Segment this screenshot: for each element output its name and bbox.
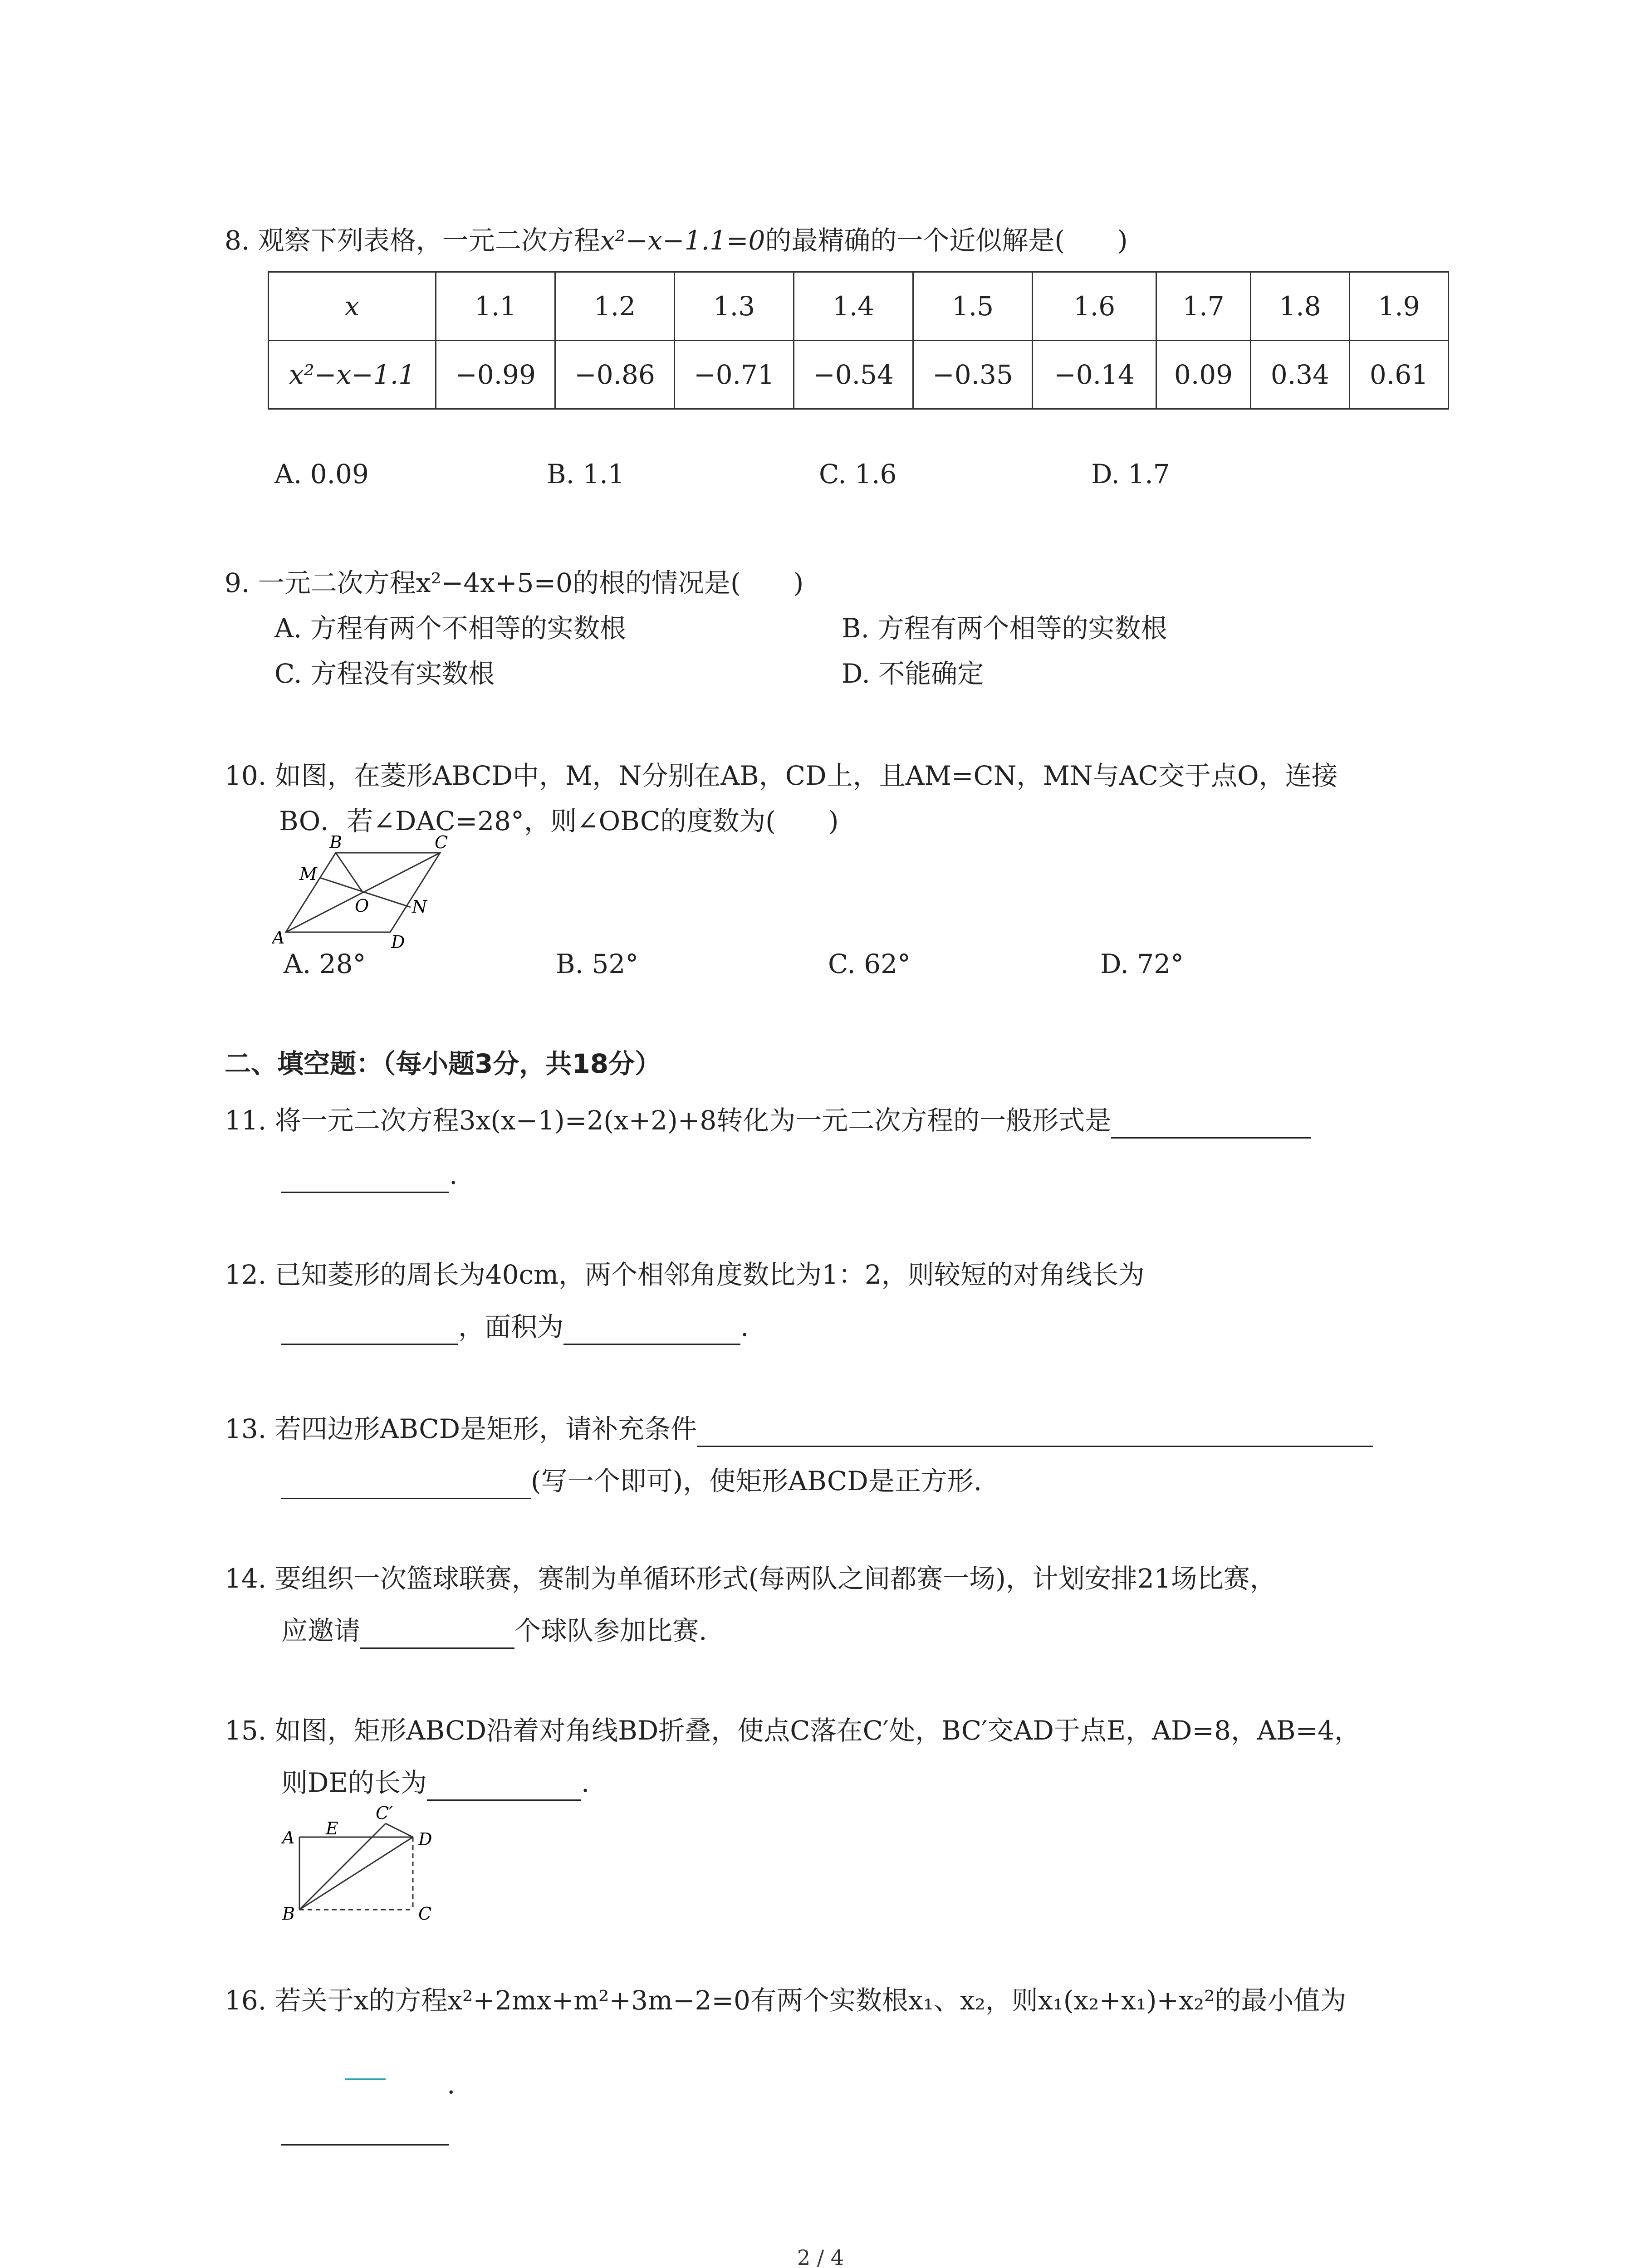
- label-m: M: [299, 864, 317, 884]
- table-cell: 0.61: [1350, 341, 1449, 409]
- table-cell: x: [269, 272, 436, 341]
- q12-answer-blank-2[interactable]: [563, 1316, 740, 1345]
- q8-option-c[interactable]: C. 1.6: [819, 459, 897, 489]
- q8-table: [268, 271, 1449, 410]
- label-n: N: [412, 897, 427, 917]
- table-cell: 1.1: [436, 272, 555, 341]
- q10-rhombus-figure: [272, 835, 463, 953]
- teal-mark: [345, 2078, 386, 2080]
- q10-stem-line1: 10. 如图，在菱形ABCD中，M，N分别在AB，CD上，且AM=CN，MN与AC交于点O，连接: [225, 760, 1338, 791]
- table-cell: 1.9: [1350, 272, 1449, 341]
- label-c: C: [435, 835, 448, 852]
- section-title: 二、填空题：（每小题3分，共18分）: [225, 1048, 661, 1079]
- q13-stem: 13. 若四边形ABCD是矩形，请补充条件: [225, 1411, 1373, 1447]
- label-o: O: [355, 896, 369, 916]
- q12-stem-line2: ，面积为 .: [281, 1309, 749, 1345]
- q9-option-d[interactable]: D. 不能确定: [842, 658, 984, 689]
- q15-stem: 15. 如图，矩形ABCD沿着对角线BD折叠，使点C落在C′处，BC′交AD于点E，AD=8，AB=4，: [225, 1715, 1361, 1746]
- q8-option-d[interactable]: D. 1.7: [1091, 459, 1170, 489]
- q8-option-b[interactable]: B. 1.1: [547, 459, 625, 489]
- q16-answer-blank[interactable]: [281, 2117, 449, 2146]
- q12-stem: 12. 已知菱形的周长为40cm，两个相邻角度数比为1：2，则较短的对角线长为: [225, 1259, 1145, 1290]
- q9-option-a[interactable]: A. 方程有两个不相等的实数根: [274, 613, 626, 644]
- q11-stem: 11. 将一元二次方程3x(x−1)=2(x+2)+8转化为一元二次方程的一般形式是: [225, 1102, 1311, 1139]
- table-cell: 1.4: [794, 272, 913, 341]
- table-cell: −0.99: [436, 341, 555, 409]
- q14-stem-line2: 应邀请 个球队参加比赛.: [281, 1613, 707, 1649]
- q10-option-a[interactable]: A. 28°: [284, 948, 366, 979]
- table-cell: 1.5: [913, 272, 1033, 341]
- table-cell: 1.2: [555, 272, 675, 341]
- label-c-prime: C′: [376, 1803, 393, 1823]
- q16-stem: 16. 若关于x的方程x²+2mx+m²+3m−2=0有两个实数根x₁、x₂，则x₁(x₂+x₁)+x₂²的最小值为: [225, 1985, 1347, 2016]
- table-cell: −0.54: [794, 341, 913, 409]
- label-a: A: [272, 928, 285, 948]
- q14-stem: 14. 要组织一次篮球联赛，赛制为单循环形式(每两队之间都赛一场)，计划安排21场比赛，: [225, 1563, 1276, 1594]
- q15-rectangle-figure: [277, 1801, 449, 1923]
- table-cell: 0.34: [1251, 341, 1350, 409]
- q16-period: .: [447, 2069, 456, 2100]
- table-cell: 1.8: [1251, 272, 1350, 341]
- label-b: B: [329, 835, 342, 852]
- table-cell: x²−x−1.1: [269, 341, 436, 409]
- q10-option-b[interactable]: B. 52°: [556, 948, 639, 979]
- q9-stem: 9. 一元二次方程x²−4x+5=0的根的情况是( ): [225, 567, 804, 598]
- table-row: [269, 341, 1449, 409]
- q10-option-c[interactable]: C. 62°: [828, 948, 911, 979]
- q13-answer-blank-1[interactable]: [697, 1418, 1373, 1447]
- label-b: B: [282, 1904, 295, 1923]
- q11-answer-blank-1[interactable]: [1111, 1110, 1311, 1139]
- q13-stem-line2: (写一个即可)，使矩形ABCD是正方形.: [281, 1463, 982, 1499]
- table-cell: 1.6: [1033, 272, 1156, 341]
- label-a: A: [282, 1828, 295, 1848]
- table-cell: −0.35: [913, 341, 1033, 409]
- page-number: 2 / 4: [797, 2245, 844, 2268]
- label-e: E: [326, 1818, 338, 1838]
- q13-answer-blank-2[interactable]: [281, 1471, 531, 1499]
- label-d: D: [391, 932, 405, 952]
- q9-option-b[interactable]: B. 方程有两个相等的实数根: [842, 613, 1167, 644]
- q9-option-c[interactable]: C. 方程没有实数根: [274, 658, 495, 689]
- q10-option-d[interactable]: D. 72°: [1100, 948, 1184, 979]
- q12-answer-blank-1[interactable]: [281, 1316, 458, 1345]
- q10-stem-line2: BO．若∠DAC=28°，则∠OBC的度数为( ): [279, 806, 839, 836]
- q8-option-a[interactable]: A. 0.09: [274, 459, 369, 489]
- label-d: D: [418, 1829, 432, 1849]
- q14-answer-blank[interactable]: [360, 1620, 514, 1649]
- table-cell: 0.09: [1156, 341, 1251, 409]
- q15-answer-blank[interactable]: [427, 1772, 581, 1801]
- table-row: [269, 272, 1449, 341]
- q8-stem: 8. 观察下列表格，一元二次方程x²−x−1.1=0的最精确的一个近似解是( ): [225, 225, 1128, 256]
- table-cell: −0.71: [675, 341, 794, 409]
- table-cell: 1.7: [1156, 272, 1251, 341]
- q15-stem-line2: 则DE的长为 .: [281, 1765, 589, 1801]
- q11-answer-blank-2[interactable]: [281, 1164, 449, 1193]
- table-cell: −0.86: [555, 341, 675, 409]
- label-c: C: [418, 1904, 432, 1923]
- table-cell: −0.14: [1033, 341, 1156, 409]
- table-cell: 1.3: [675, 272, 794, 341]
- q11-stem-line2: .: [281, 1157, 457, 1193]
- q16-stem-line2: [281, 2109, 449, 2146]
